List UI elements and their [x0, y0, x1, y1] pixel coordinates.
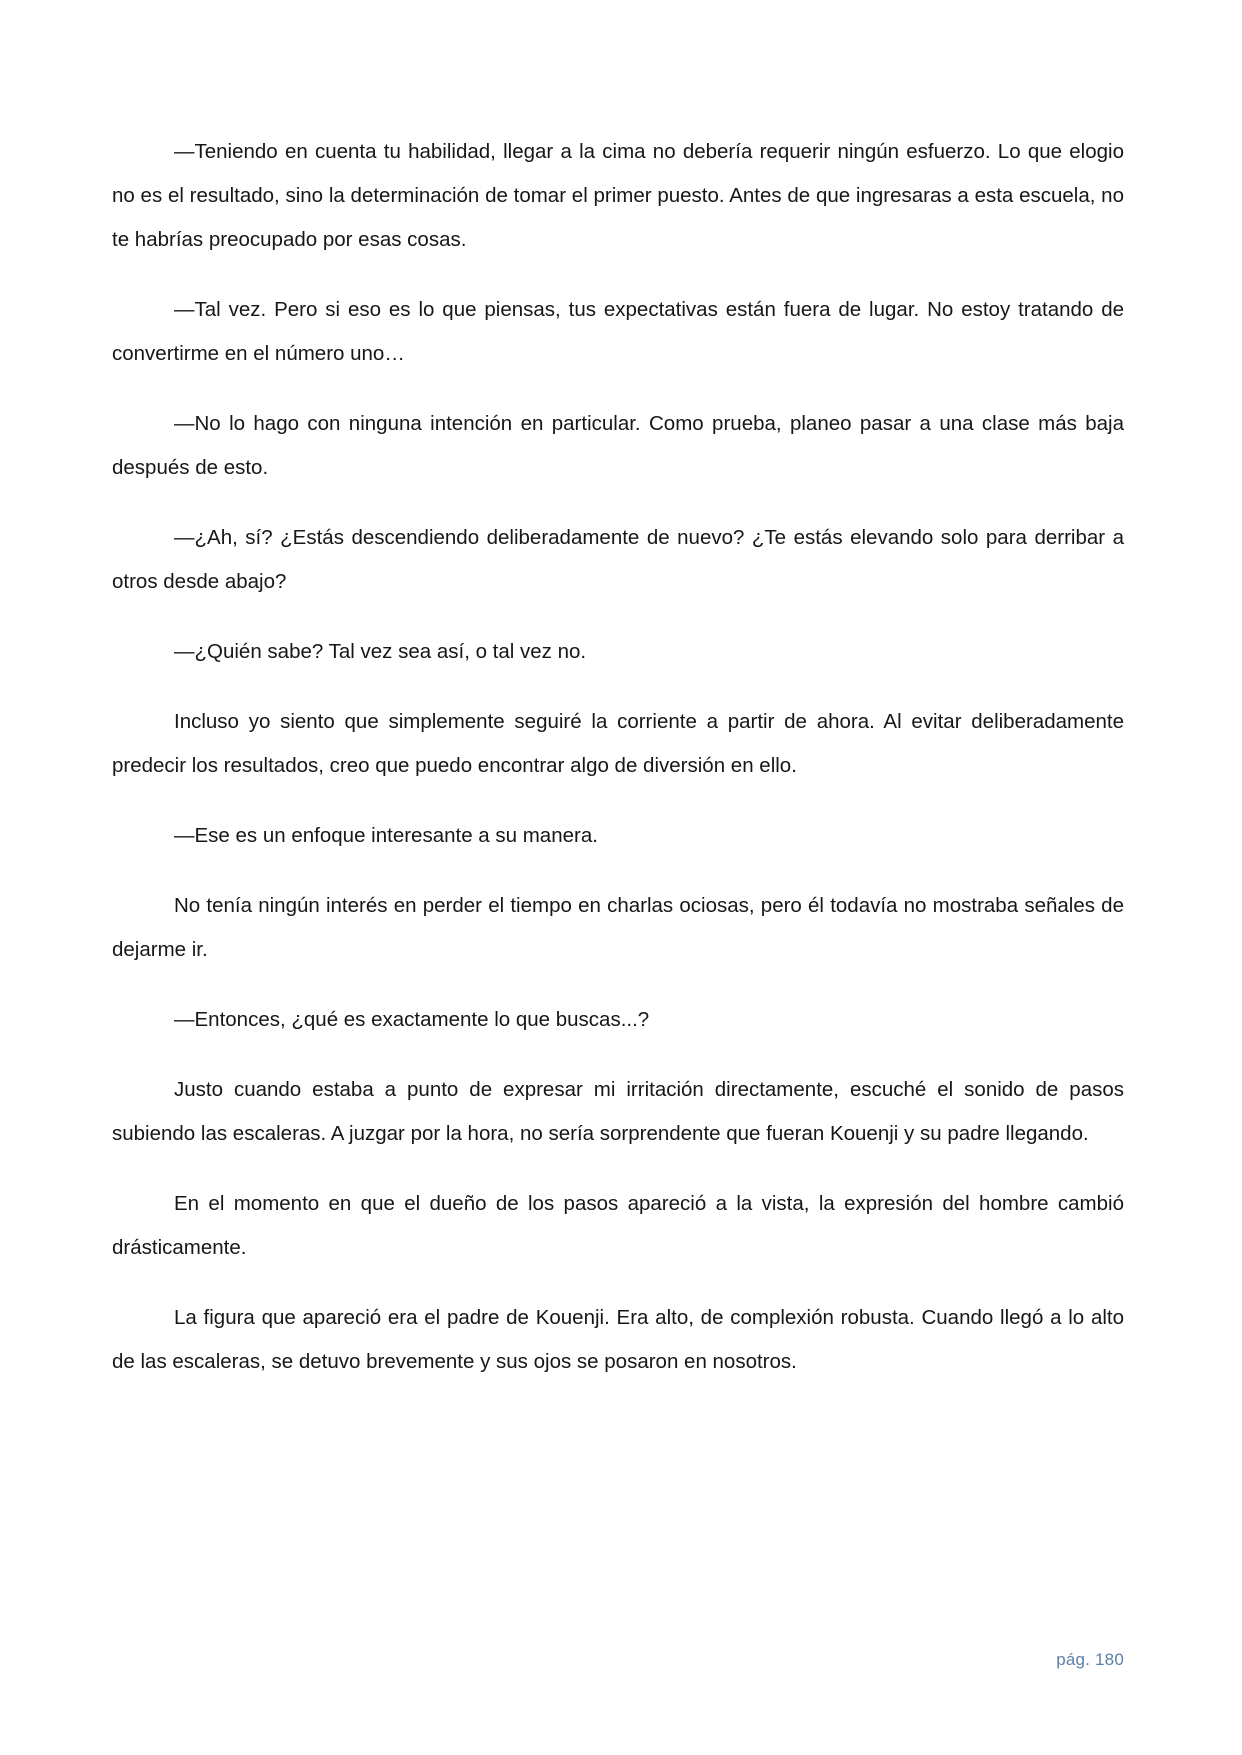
paragraph: —¿Ah, sí? ¿Estás descendiendo deliberadamente de nuevo? ¿Te estás elevando solo para derribar a otros desde abajo? [112, 526, 1124, 593]
paragraph: —Teniendo en cuenta tu habilidad, llegar a la cima no debería requerir ningún esfuerzo. Lo que elogio no es el resultado, sino la determinación de tomar el primer puesto. Antes de que ingresaras a esta escuela, no te habrías preocupado por esas cosas. [112, 140, 1124, 251]
paragraph: La figura que apareció era el padre de Kouenji. Era alto, de complexión robusta. Cuando llegó a lo alto de las escaleras, se detuvo brevemente y sus ojos se posaron en nosotros. [112, 1306, 1124, 1373]
paragraph: —No lo hago con ninguna intención en particular. Como prueba, planeo pasar a una clase más baja después de esto. [112, 412, 1124, 479]
paragraph: Incluso yo siento que simplemente seguiré la corriente a partir de ahora. Al evitar deliberadamente predecir los resultados, creo que puedo encontrar algo de diversión en ello. [112, 710, 1124, 777]
page-body-text [112, 130, 1124, 1384]
paragraph: En el momento en que el dueño de los pasos apareció a la vista, la expresión del hombre cambió drásticamente. [112, 1192, 1124, 1259]
paragraph: —Entonces, ¿qué es exactamente lo que buscas...? [174, 1008, 650, 1031]
paragraph: —Tal vez. Pero si eso es lo que piensas, tus expectativas están fuera de lugar. No estoy tratando de convertirme en el número uno… [112, 298, 1124, 365]
paragraph: No tenía ningún interés en perder el tiempo en charlas ociosas, pero él todavía no mostraba señales de dejarme ir. [112, 894, 1124, 961]
paragraph: —¿Quién sabe? Tal vez sea así, o tal vez no. [174, 640, 587, 663]
paragraph: —Ese es un enfoque interesante a su manera. [174, 824, 598, 847]
page-number: pág. 180 [1056, 1650, 1124, 1669]
paragraph: Justo cuando estaba a punto de expresar mi irritación directamente, escuché el sonido de pasos subiendo las escaleras. A juzgar por la hora, no sería sorprendente que fueran Kouenji y su padre llegando. [112, 1078, 1124, 1145]
